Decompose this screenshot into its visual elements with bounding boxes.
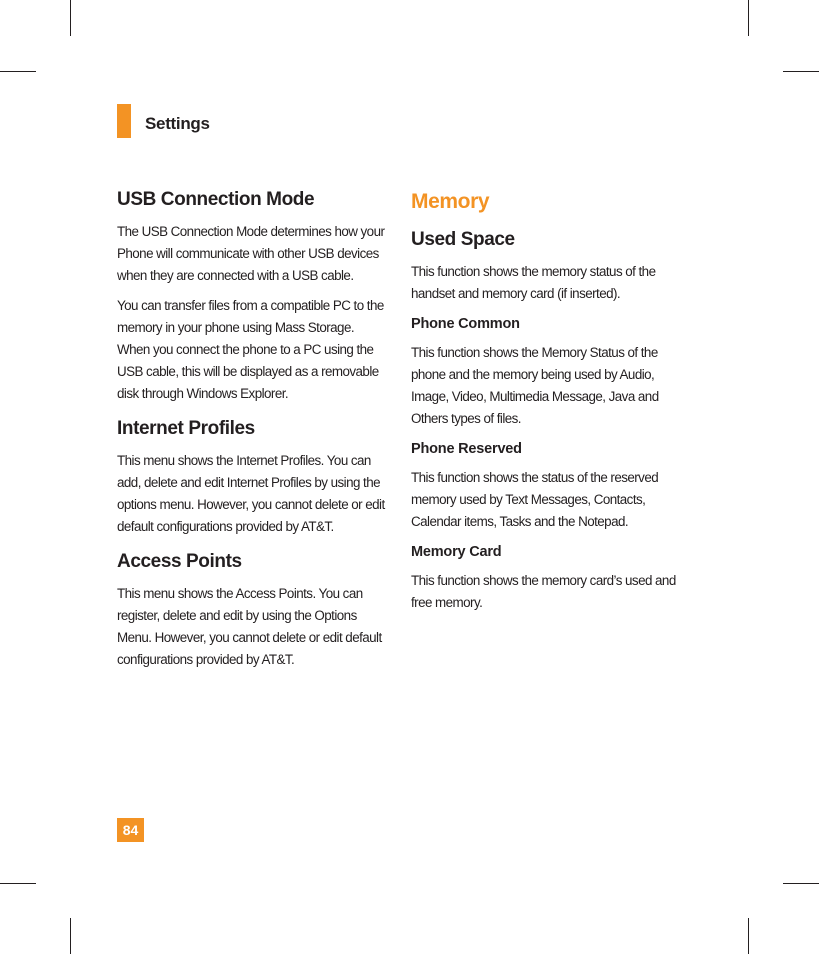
phone-common-paragraph: This function shows the Memory Status of the phone and the memory being used by Audio, Image, Video, Multimedia Message, Java and Others types of files. xyxy=(411,345,659,426)
usb-connection-paragraph-1: The USB Connection Mode determines how your Phone will communicate with other USB devices when they are connected with a USB cable. xyxy=(117,224,385,283)
page-number: 84 xyxy=(117,818,144,842)
used-space-paragraph: This function shows the memory status of the handset and memory card (if inserted). xyxy=(411,264,656,301)
memory-card-paragraph: This function shows the memory card’s used and free memory. xyxy=(411,573,676,610)
phone-reserved-paragraph: This function shows the status of the reserved memory used by Text Messages, Contacts, Calendar items, Tasks and the Notepad. xyxy=(411,470,659,529)
crop-mark xyxy=(748,0,749,36)
phone-common-heading: Phone Common xyxy=(411,316,520,332)
internet-profiles-heading: Internet Profiles xyxy=(117,418,255,439)
left-column xyxy=(117,188,389,679)
phone-reserved-heading: Phone Reserved xyxy=(411,441,522,457)
crop-mark xyxy=(783,883,819,884)
usb-connection-heading: USB Connection Mode xyxy=(117,189,315,210)
crop-mark xyxy=(70,0,71,36)
memory-card-heading: Memory Card xyxy=(411,544,502,560)
used-space-heading: Used Space xyxy=(411,229,515,250)
crop-mark xyxy=(783,71,819,72)
internet-profiles-paragraph: This menu shows the Internet Profiles. You can add, delete and edit Internet Profiles by using the options menu. However, you cannot delete or edit default configurations provided by AT&T. xyxy=(117,453,385,534)
section-marker-bar xyxy=(117,104,131,138)
access-points-paragraph: This menu shows the Access Points. You can register, delete and edit by using the Options Menu. However, you cannot delete or edit default configurations provided by AT&T. xyxy=(117,586,382,667)
crop-mark xyxy=(0,71,36,72)
access-points-heading: Access Points xyxy=(117,551,242,572)
crop-mark xyxy=(0,883,36,884)
crop-mark xyxy=(70,918,71,954)
memory-title: Memory xyxy=(411,190,490,213)
crop-mark xyxy=(748,918,749,954)
usb-connection-paragraph-2: You can transfer files from a compatible PC to the memory in your phone using Mass Storage. When you connect the phone to a PC using the USB cable, this will be displayed as a removable disk through Windows Explorer. xyxy=(117,298,384,401)
right-column xyxy=(411,188,687,622)
section-title: Settings xyxy=(145,114,210,133)
